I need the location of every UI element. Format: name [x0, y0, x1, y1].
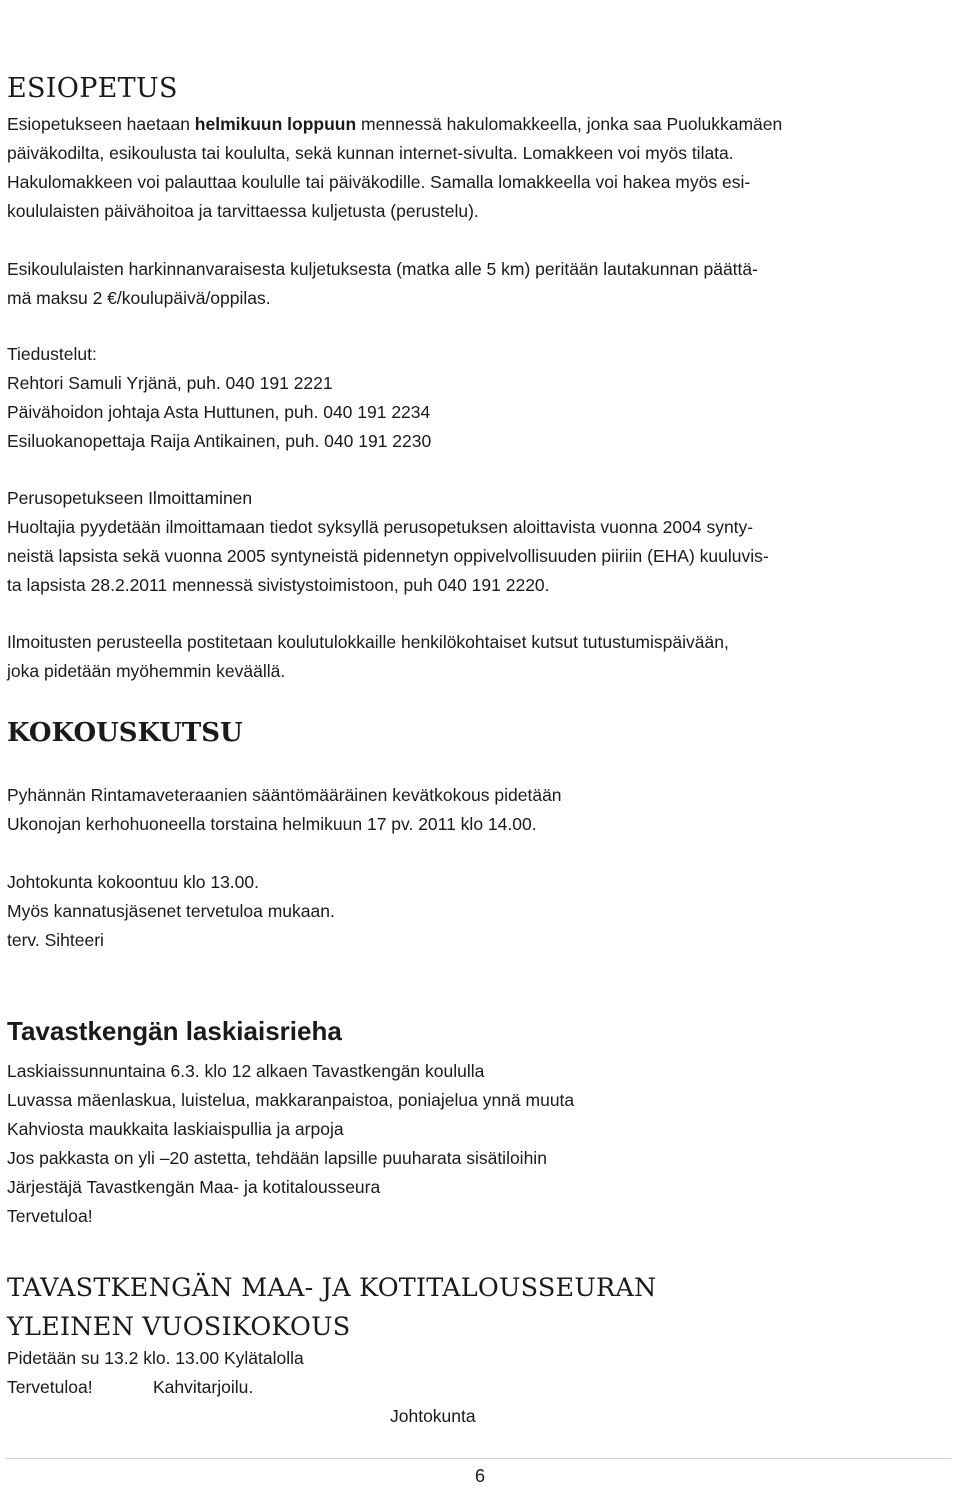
paragraph-line: Hakulomakkeen voi palauttaa koululle tai päiväkodille. Samalla lomakkeella voi hakea myös esi-: [7, 172, 751, 192]
esiopetus-section: [7, 72, 952, 106]
paragraph-line: Ukonojan kerhohuoneella torstaina helmikuun 17 pv. 2011 klo 14.00.: [7, 814, 537, 834]
contact-line: Esiluokanopettaja Raija Antikainen, puh. 040 191 2230: [7, 431, 432, 451]
list-item: Luvassa mäenlaskua, luistelua, makkaranpaistoa, poniajelua ynnä muuta: [7, 1090, 575, 1110]
footer-divider: [6, 1458, 951, 1459]
list-item: Tervetuloa!: [7, 1206, 93, 1226]
paragraph-line: koululaisten päivähoitoa ja tarvittaessa kuljetusta (perustelu).: [7, 201, 479, 221]
page-number: 6: [474, 1466, 485, 1486]
contact-line: Rehtori Samuli Yrjänä, puh. 040 191 2221: [7, 373, 333, 393]
invitation-paragraph: [7, 628, 952, 686]
section-heading: TAVASTKENGÄN MAA- JA KOTITALOUSSEURAN: [7, 1273, 657, 1303]
section-heading: KOKOUSKUTSU: [7, 718, 243, 748]
contacts-title: Tiedustelut:: [7, 344, 97, 364]
vuosikokous-details: [7, 1344, 952, 1431]
paragraph-line: [7, 1373, 952, 1402]
list-item: Kahviosta maukkaita laskiaispullia ja arpoja: [7, 1119, 344, 1139]
paragraph-line: Ilmoitusten perusteella postitetaan koulutulokkaille henkilökohtaiset kutsut tutustumispäivään,: [7, 632, 729, 652]
deadline-emphasis: helmikuun loppuun: [194, 114, 357, 134]
perusopetus-block: [7, 484, 952, 600]
list-item: Järjestäjä Tavastkengän Maa- ja kotitalousseura: [7, 1177, 381, 1197]
paragraph-line: ta lapsista 28.2.2011 mennessä sivistystoimistoon, puh 040 191 2220.: [7, 575, 550, 595]
section-heading: YLEINEN VUOSIKOKOUS: [7, 1312, 351, 1342]
list-item: Laskiaissunnuntaina 6.3. klo 12 alkaen Tavastkengän koululla: [7, 1061, 485, 1081]
transport-fee-paragraph: [7, 255, 952, 313]
list-item: Jos pakkasta on yli –20 astetta, tehdään lapsille puuharata sisätiloihin: [7, 1148, 547, 1168]
esiopetus-intro: [7, 110, 952, 226]
contacts-block: [7, 340, 952, 456]
paragraph-line: Pyhännän Rintamaveteraanien sääntömääräinen kevätkokous pidetään: [7, 785, 562, 805]
paragraph-line: Esiopetukseen haetaan helmikuun loppuun mennessä hakulomakkeella, jonka saa Puolukkamäen: [7, 114, 783, 134]
meeting-notice: [7, 781, 952, 839]
subsection-title: Perusopetukseen Ilmoittaminen: [7, 488, 253, 508]
signature-line: Johtokunta: [390, 1406, 476, 1426]
welcome-text: Tervetuloa!: [7, 1377, 93, 1397]
section-heading: ESIOPETUS: [7, 73, 178, 104]
contact-line: Päivähoidon johtaja Asta Huttunen, puh. 040 191 2234: [7, 402, 431, 422]
kokouskutsu-section: [7, 716, 952, 750]
meeting-details: [7, 868, 952, 955]
paragraph-line: joka pidetään myöhemmin keväällä.: [7, 661, 286, 681]
coffee-text: Kahvitarjoilu.: [153, 1377, 254, 1397]
paragraph-line: mä maksu 2 €/koulupäivä/oppilas.: [7, 288, 271, 308]
laskiaisrieha-section: [7, 1014, 952, 1048]
section-heading: Tavastkengän laskiaisrieha: [7, 1016, 342, 1046]
paragraph-line: neistä lapsista sekä vuonna 2005 syntyneistä pidennetyn oppivelvollisuuden piiriin (EHA) kuuluvis-: [7, 546, 769, 566]
vuosikokous-section: [7, 1269, 952, 1347]
laskiaisrieha-details: [7, 1057, 952, 1231]
paragraph-line: päiväkodilta, esikoulusta tai koululta, sekä kunnan internet-sivulta. Lomakkeen voi myös tilata.: [7, 143, 734, 163]
paragraph-line: Huoltajia pyydetään ilmoittamaan tiedot syksyllä perusopetuksen aloittavista vuonna 2004 synty-: [7, 517, 754, 537]
paragraph-line: Myös kannatusjäsenet tervetuloa mukaan.: [7, 901, 335, 921]
paragraph-line: Pidetään su 13.2 klo. 13.00 Kylätalolla: [7, 1348, 304, 1368]
paragraph-line: Esikoululaisten harkinnanvaraisesta kuljetuksesta (matka alle 5 km) peritään lautakunnan päättä-: [7, 259, 758, 279]
paragraph-line: Johtokunta kokoontuu klo 13.00.: [7, 872, 259, 892]
signature-line: terv. Sihteeri: [7, 930, 104, 950]
